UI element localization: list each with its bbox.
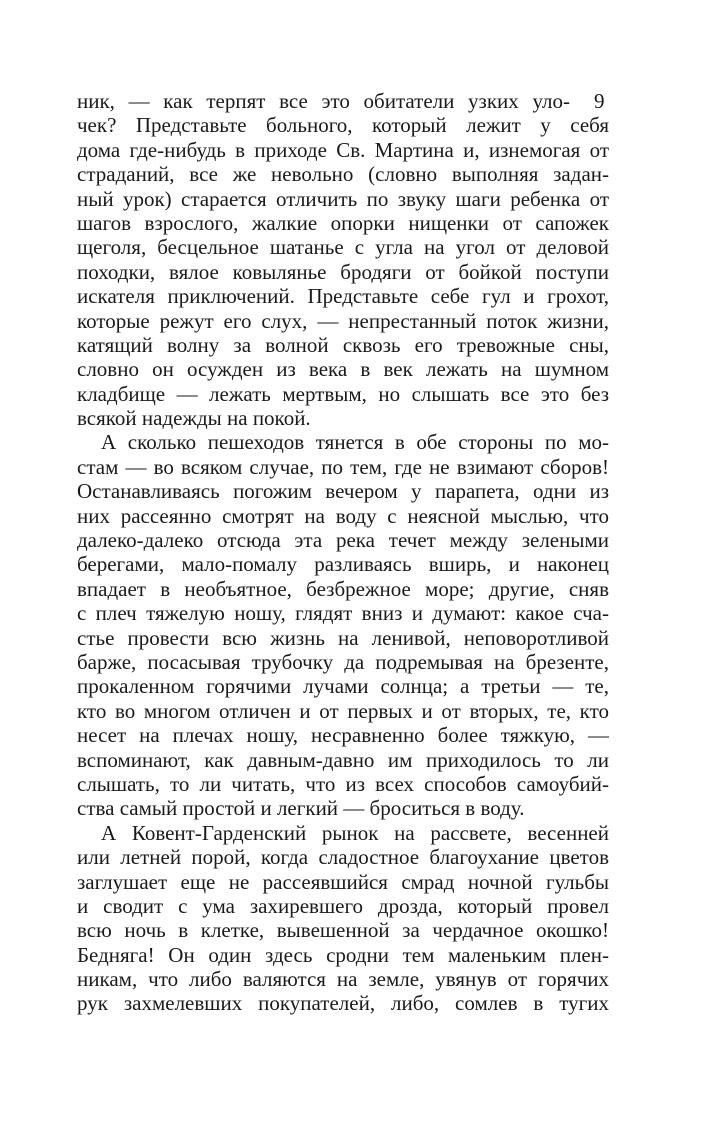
text-line: слышать, то ли читать, что из всех способов самоубий- [77,771,609,796]
text-line: никам, что либо валяются на земле, увянув от горячих [77,967,609,992]
text-line: несет на плечах ношу, несравненно более тяжкую, — [77,723,609,748]
text-line: рук захмелевших покупателей, либо, сомлев в тугих [77,991,609,1016]
text-line: с плеч тяжелую ношу, глядят вниз и думают: какое сча- [77,601,609,626]
text-line: ный урок) старается отличить по звуку шаги ребенка от [77,186,609,211]
text-line: заглушает еще не рассеявшийся смрад ночной гульбы [77,869,609,894]
text-line: кто во многом отличен и от первых и от вторых, те, кто [77,698,609,723]
text-line: ник, — как терпят все это обитатели узких уло- [77,89,570,113]
text-line: дома где-нибудь в приходе Св. Мартина и, изнемогая от [77,137,609,162]
text-line: прокаленном горячими лучами солнца; а третьи — те, [77,674,609,699]
text-line: впадает в необъятное, безбрежное море; другие, сняв [77,576,609,601]
text-line: далеко-далеко отсюда эта река течет между зелеными [77,528,609,553]
text-line: шагов взрослого, жалкие опорки нищенки от сапожек [77,210,609,235]
text-line: всю ночь в клетке, вывешенной за чердачное окошко! [77,918,609,943]
text-line: искателя приключений. Представьте себе гул и грохот, [77,284,609,309]
text-line: или летней порой, когда сладостное благоухание цветов [77,845,609,870]
text-line: вспоминают, как давным-давно им приходилось то ли [77,747,609,772]
text-line: Бедняга! Он один здесь сродни тем маленьким плен- [77,942,609,967]
text-line: словно он осужден из века в век лежать на шумном [77,357,609,382]
text-line: щеголя, бесцельное шатанье с угла на угол от деловой [77,235,609,260]
text-line: стье провести всю жизнь на ленивой, неповоротливой [77,625,609,650]
text-line: кладбище — лежать мертвым, но слышать все это без [77,381,609,406]
text-line: А Ковент-Гарденский рынок на рассвете, весенней [101,820,609,845]
text-line: стам — во всяком случае, по тем, где не взимают сборов! [77,454,609,479]
text-line: чек? Представьте больного, который лежит у себя [77,113,609,138]
text-line: и сводит с ума захиревшего дрозда, который провел [77,893,609,918]
text-line: походки, вялое ковылянье бродяги от бойкой поступи [77,259,609,284]
text-line: страданий, все же невольно (словно выполняя задан- [77,162,609,187]
text-line: них рассеянно смотрят на воду с неясной мыслью, что [77,503,609,528]
text-line: всякой надежды на покой. [77,406,311,431]
body-text [77,89,609,1016]
text-line: берегами, мало-помалу разливаясь вширь, и наконец [77,552,609,577]
text-line: ства самый простой и легкий — броситься в воду. [77,796,525,821]
text-line: Останавливаясь погожим вечером у парапета, одни из [77,479,609,504]
text-line: катящий волну за волной сквозь его тревожные сны, [77,332,609,357]
text-line: которые режут его слух, — непрестанный поток жизни, [77,308,609,333]
page-number: 9 [594,89,605,113]
text-line: А сколько пешеходов тянется в обе стороны по мо- [101,430,609,455]
text-line: барже, посасывая трубочку да подремывая на брезенте, [77,649,609,674]
